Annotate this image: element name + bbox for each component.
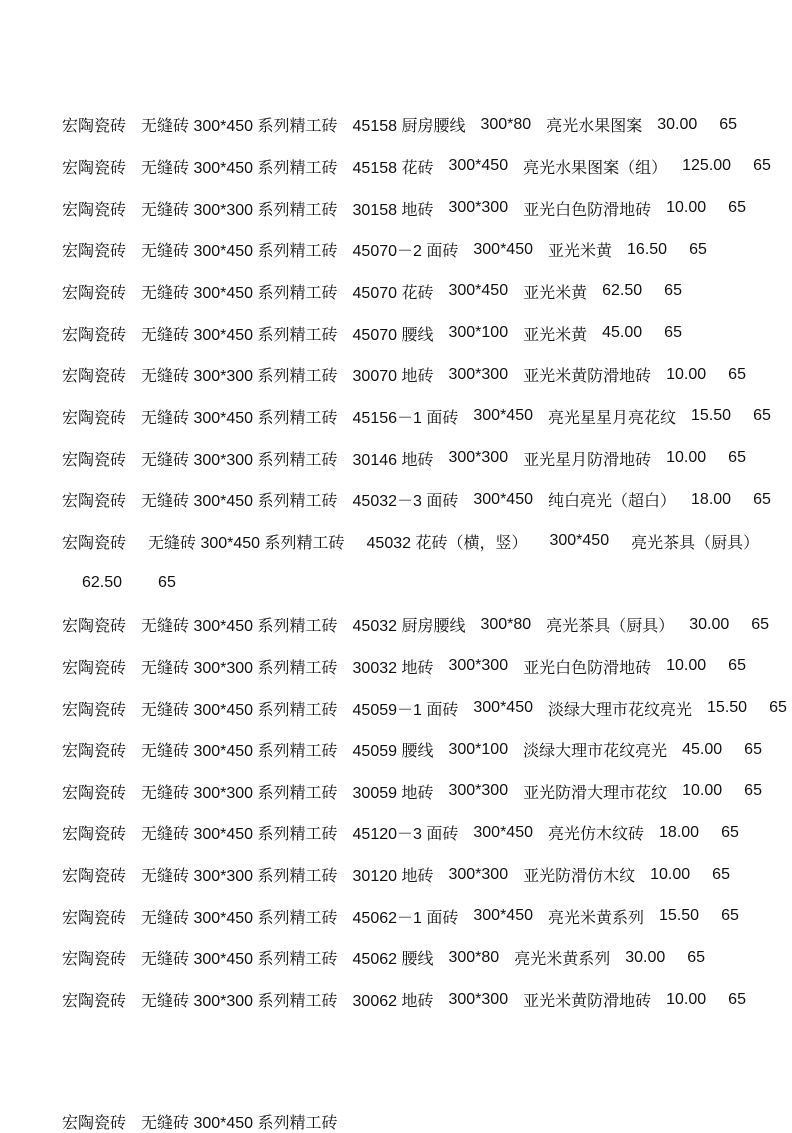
table-row: [62, 979, 762, 1021]
brand-cell: 宏陶瓷砖: [62, 1115, 127, 1132]
item-cell: 30158 地砖: [352, 201, 434, 219]
table-row: [62, 521, 762, 604]
size-cell: 300*300: [448, 449, 509, 467]
table-row: [62, 271, 762, 313]
brand-cell: 宏陶瓷砖: [62, 951, 127, 969]
price-cell: 10.00: [682, 782, 723, 800]
finish-cell: 亮光水果图案: [546, 118, 643, 136]
size-cell: 300*450: [473, 240, 533, 258]
series-cell: 无缝砖 300*450 系列精工砖: [141, 1115, 338, 1132]
qty-cell: 65: [664, 324, 682, 342]
finish-cell: 纯白亮光（超白）: [548, 493, 677, 511]
brand-cell: 宏陶瓷砖: [62, 159, 127, 177]
qty-cell: 65: [719, 115, 738, 133]
brand-cell: 宏陶瓷砖: [62, 451, 127, 469]
table-row: [62, 604, 770, 646]
size-cell: 300*450: [448, 157, 509, 175]
brand-cell: 宏陶瓷砖: [62, 326, 127, 344]
series-cell: 无缝砖 300*450 系列精工砖: [141, 409, 338, 427]
qty-cell: 65: [664, 282, 682, 300]
finish-cell: 淡绿大理市花纹亮光: [523, 743, 668, 761]
item-cell: 45120－3 面砖: [352, 826, 459, 844]
qty-cell: 65: [728, 657, 746, 675]
finish-cell: 亚光米黄: [548, 243, 613, 261]
price-cell: 15.50: [691, 407, 732, 425]
price-cell: 62.50: [82, 574, 123, 592]
price-cell: 16.50: [627, 240, 668, 258]
table-row: [62, 895, 762, 937]
finish-cell: 亚光星月防滑地砖: [523, 451, 652, 469]
size-cell: 300*450: [473, 823, 533, 841]
finish-cell: 淡绿大理市花纹亮光: [548, 701, 693, 719]
qty-cell: 65: [744, 782, 762, 800]
price-cell: 62.50: [602, 282, 643, 300]
series-cell: 无缝砖 300*450 系列精工砖: [141, 743, 338, 761]
table-row: [62, 354, 762, 396]
size-cell: 300*300: [448, 365, 509, 383]
size-cell: 300*80: [480, 115, 532, 133]
series-cell: 无缝砖 300*450 系列精工砖: [141, 326, 338, 344]
finish-cell: 亚光米黄: [523, 284, 588, 302]
item-cell: 30146 地砖: [352, 451, 434, 469]
brand-cell: 宏陶瓷砖: [62, 826, 127, 844]
qty-cell: 65: [753, 490, 771, 508]
size-cell: 300*300: [448, 990, 509, 1008]
series-cell: 无缝砖 300*300 系列精工砖: [141, 201, 338, 219]
qty-cell: 65: [689, 240, 707, 258]
price-cell: 18.00: [691, 490, 732, 508]
brand-cell: 宏陶瓷砖: [62, 784, 127, 802]
brand-cell: 宏陶瓷砖: [62, 909, 127, 927]
brand-cell: 宏陶瓷砖: [62, 118, 127, 136]
finish-cell: 亚光米黄防滑地砖: [523, 368, 652, 386]
price-cell: 45.00: [682, 740, 723, 758]
series-cell: 无缝砖 300*300 系列精工砖: [141, 659, 338, 677]
price-cell: 30.00: [625, 948, 666, 966]
price-cell: 10.00: [666, 199, 707, 217]
qty-cell: 65: [721, 823, 739, 841]
finish-cell: 亮光茶具（厨具）: [631, 534, 760, 552]
item-cell: 30120 地砖: [352, 868, 434, 886]
brand-cell: 宏陶瓷砖: [62, 743, 127, 761]
table-row: [62, 479, 771, 521]
table-row: [62, 771, 762, 813]
item-cell: 45070－2 面砖: [352, 243, 459, 261]
brand-cell: 宏陶瓷砖: [62, 993, 127, 1011]
brand-cell: 宏陶瓷砖: [62, 201, 127, 219]
table-row: [62, 729, 762, 771]
table-row: [62, 812, 762, 854]
size-cell: 300*300: [448, 657, 509, 675]
finish-cell: 亚光米黄防滑地砖: [523, 993, 652, 1011]
series-cell: 无缝砖 300*450 系列精工砖: [141, 284, 338, 302]
item-cell: 45032 花砖（横，竖）: [366, 534, 528, 552]
brand-cell: 宏陶瓷砖: [62, 534, 127, 552]
finish-cell: 亚光防滑大理市花纹: [523, 784, 668, 802]
size-cell: 300*450: [473, 907, 533, 925]
brand-cell: 宏陶瓷砖: [62, 243, 127, 261]
brand-cell: 宏陶瓷砖: [62, 868, 127, 886]
size-cell: 300*450: [473, 699, 533, 717]
qty-cell: 65: [744, 740, 762, 758]
price-cell: 10.00: [666, 657, 707, 675]
item-cell: 30059 地砖: [352, 784, 434, 802]
qty-cell: 65: [753, 157, 771, 175]
table-row: [62, 146, 771, 188]
finish-cell: 亮光米黄系列: [514, 951, 611, 969]
size-cell: 300*450: [473, 490, 533, 508]
size-cell: 300*80: [480, 615, 532, 633]
finish-cell: 亮光星星月亮花纹: [548, 409, 677, 427]
item-cell: 45062 腰线: [352, 951, 434, 969]
size-cell: 300*300: [448, 199, 509, 217]
price-cell: 15.50: [659, 907, 700, 925]
table-row: [62, 687, 787, 729]
price-cell: 10.00: [666, 990, 707, 1008]
price-cell: 10.00: [666, 365, 707, 383]
size-cell: 300*450: [448, 282, 509, 300]
series-cell: 无缝砖 300*450 系列精工砖: [141, 701, 338, 719]
item-cell: 45032 厨房腰线: [352, 618, 466, 636]
item-cell: 45070 花砖: [352, 284, 434, 302]
finish-cell: 亚光米黄: [523, 326, 588, 344]
finish-cell: 亮光茶具（厨具）: [546, 618, 675, 636]
series-cell: 无缝砖 300*450 系列精工砖: [141, 618, 338, 636]
item-cell: 30062 地砖: [352, 993, 434, 1011]
qty-cell: 65: [751, 615, 770, 633]
series-cell: 无缝砖 300*450 系列精工砖: [141, 951, 338, 969]
brand-cell: 宏陶瓷砖: [62, 409, 127, 427]
table-row: [62, 312, 762, 354]
item-cell: 45158 花砖: [352, 159, 434, 177]
series-cell: 无缝砖 300*450 系列精工砖: [141, 159, 338, 177]
table-row: [62, 854, 762, 896]
finish-cell: 亚光白色防滑地砖: [523, 201, 652, 219]
item-cell: 45062－1 面砖: [352, 909, 459, 927]
price-cell: 30.00: [689, 615, 730, 633]
price-cell: 45.00: [602, 324, 643, 342]
item-cell: 45070 腰线: [352, 326, 434, 344]
qty-cell: 65: [753, 407, 771, 425]
price-cell: 30.00: [657, 115, 698, 133]
table-row: [62, 104, 762, 146]
item-cell: 45158 厨房腰线: [352, 118, 466, 136]
qty-cell: 65: [728, 449, 746, 467]
size-cell: 300*100: [448, 740, 509, 758]
price-cell: 18.00: [659, 823, 700, 841]
series-cell: 无缝砖 300*450 系列精工砖: [141, 243, 338, 261]
item-cell: 30032 地砖: [352, 659, 434, 677]
brand-cell: 宏陶瓷砖: [62, 284, 127, 302]
series-cell: 无缝砖 300*450 系列精工砖: [141, 909, 338, 927]
qty-cell: 65: [687, 948, 706, 966]
series-cell: 无缝砖 300*450 系列精工砖: [148, 534, 345, 552]
qty-cell: 65: [712, 865, 730, 883]
finish-cell: 亮光仿木纹砖: [548, 826, 645, 844]
finish-cell: 亚光防滑仿木纹: [523, 868, 636, 886]
brand-cell: 宏陶瓷砖: [62, 618, 127, 636]
series-cell: 无缝砖 300*300 系列精工砖: [141, 868, 338, 886]
size-cell: 300*80: [448, 948, 500, 966]
finish-cell: 亚光白色防滑地砖: [523, 659, 652, 677]
price-cell: 15.50: [707, 699, 748, 717]
qty-cell: 65: [769, 699, 787, 717]
item-cell: 45059－1 面砖: [352, 701, 459, 719]
price-cell: 10.00: [666, 449, 707, 467]
brand-cell: 宏陶瓷砖: [62, 659, 127, 677]
qty-cell: 65: [158, 574, 176, 592]
brand-cell: 宏陶瓷砖: [62, 493, 127, 511]
table-row: [62, 646, 762, 688]
size-cell: 300*450: [473, 407, 533, 425]
brand-cell: 宏陶瓷砖: [62, 701, 127, 719]
qty-cell: 65: [728, 365, 746, 383]
series-cell: 无缝砖 300*300 系列精工砖: [141, 784, 338, 802]
size-cell: 300*450: [549, 532, 610, 550]
finish-cell: 亮光水果图案（组）: [523, 159, 668, 177]
table-row-partial: [62, 1110, 338, 1133]
item-cell: 30070 地砖: [352, 368, 434, 386]
table-row: [62, 437, 762, 479]
finish-cell: 亮光米黄系列: [548, 909, 645, 927]
size-cell: 300*300: [448, 865, 509, 883]
series-cell: 无缝砖 300*450 系列精工砖: [141, 826, 338, 844]
item-cell: 45059 腰线: [352, 743, 434, 761]
series-cell: 无缝砖 300*300 系列精工砖: [141, 451, 338, 469]
table-row: [62, 396, 771, 438]
brand-cell: 宏陶瓷砖: [62, 368, 127, 386]
size-cell: 300*300: [448, 782, 509, 800]
series-cell: 无缝砖 300*300 系列精工砖: [141, 368, 338, 386]
product-list: [62, 104, 787, 1020]
item-cell: 45032－3 面砖: [352, 493, 459, 511]
price-cell: 125.00: [682, 157, 732, 175]
series-cell: 无缝砖 300*450 系列精工砖: [141, 118, 338, 136]
item-cell: 45156－1 面砖: [352, 409, 459, 427]
table-row: [62, 187, 762, 229]
qty-cell: 65: [728, 199, 746, 217]
series-cell: 无缝砖 300*300 系列精工砖: [141, 993, 338, 1011]
series-cell: 无缝砖 300*450 系列精工砖: [141, 493, 338, 511]
size-cell: 300*100: [448, 324, 509, 342]
table-row: [62, 937, 762, 979]
qty-cell: 65: [728, 990, 746, 1008]
qty-cell: 65: [721, 907, 739, 925]
price-cell: 10.00: [650, 865, 691, 883]
table-row: [62, 229, 762, 271]
